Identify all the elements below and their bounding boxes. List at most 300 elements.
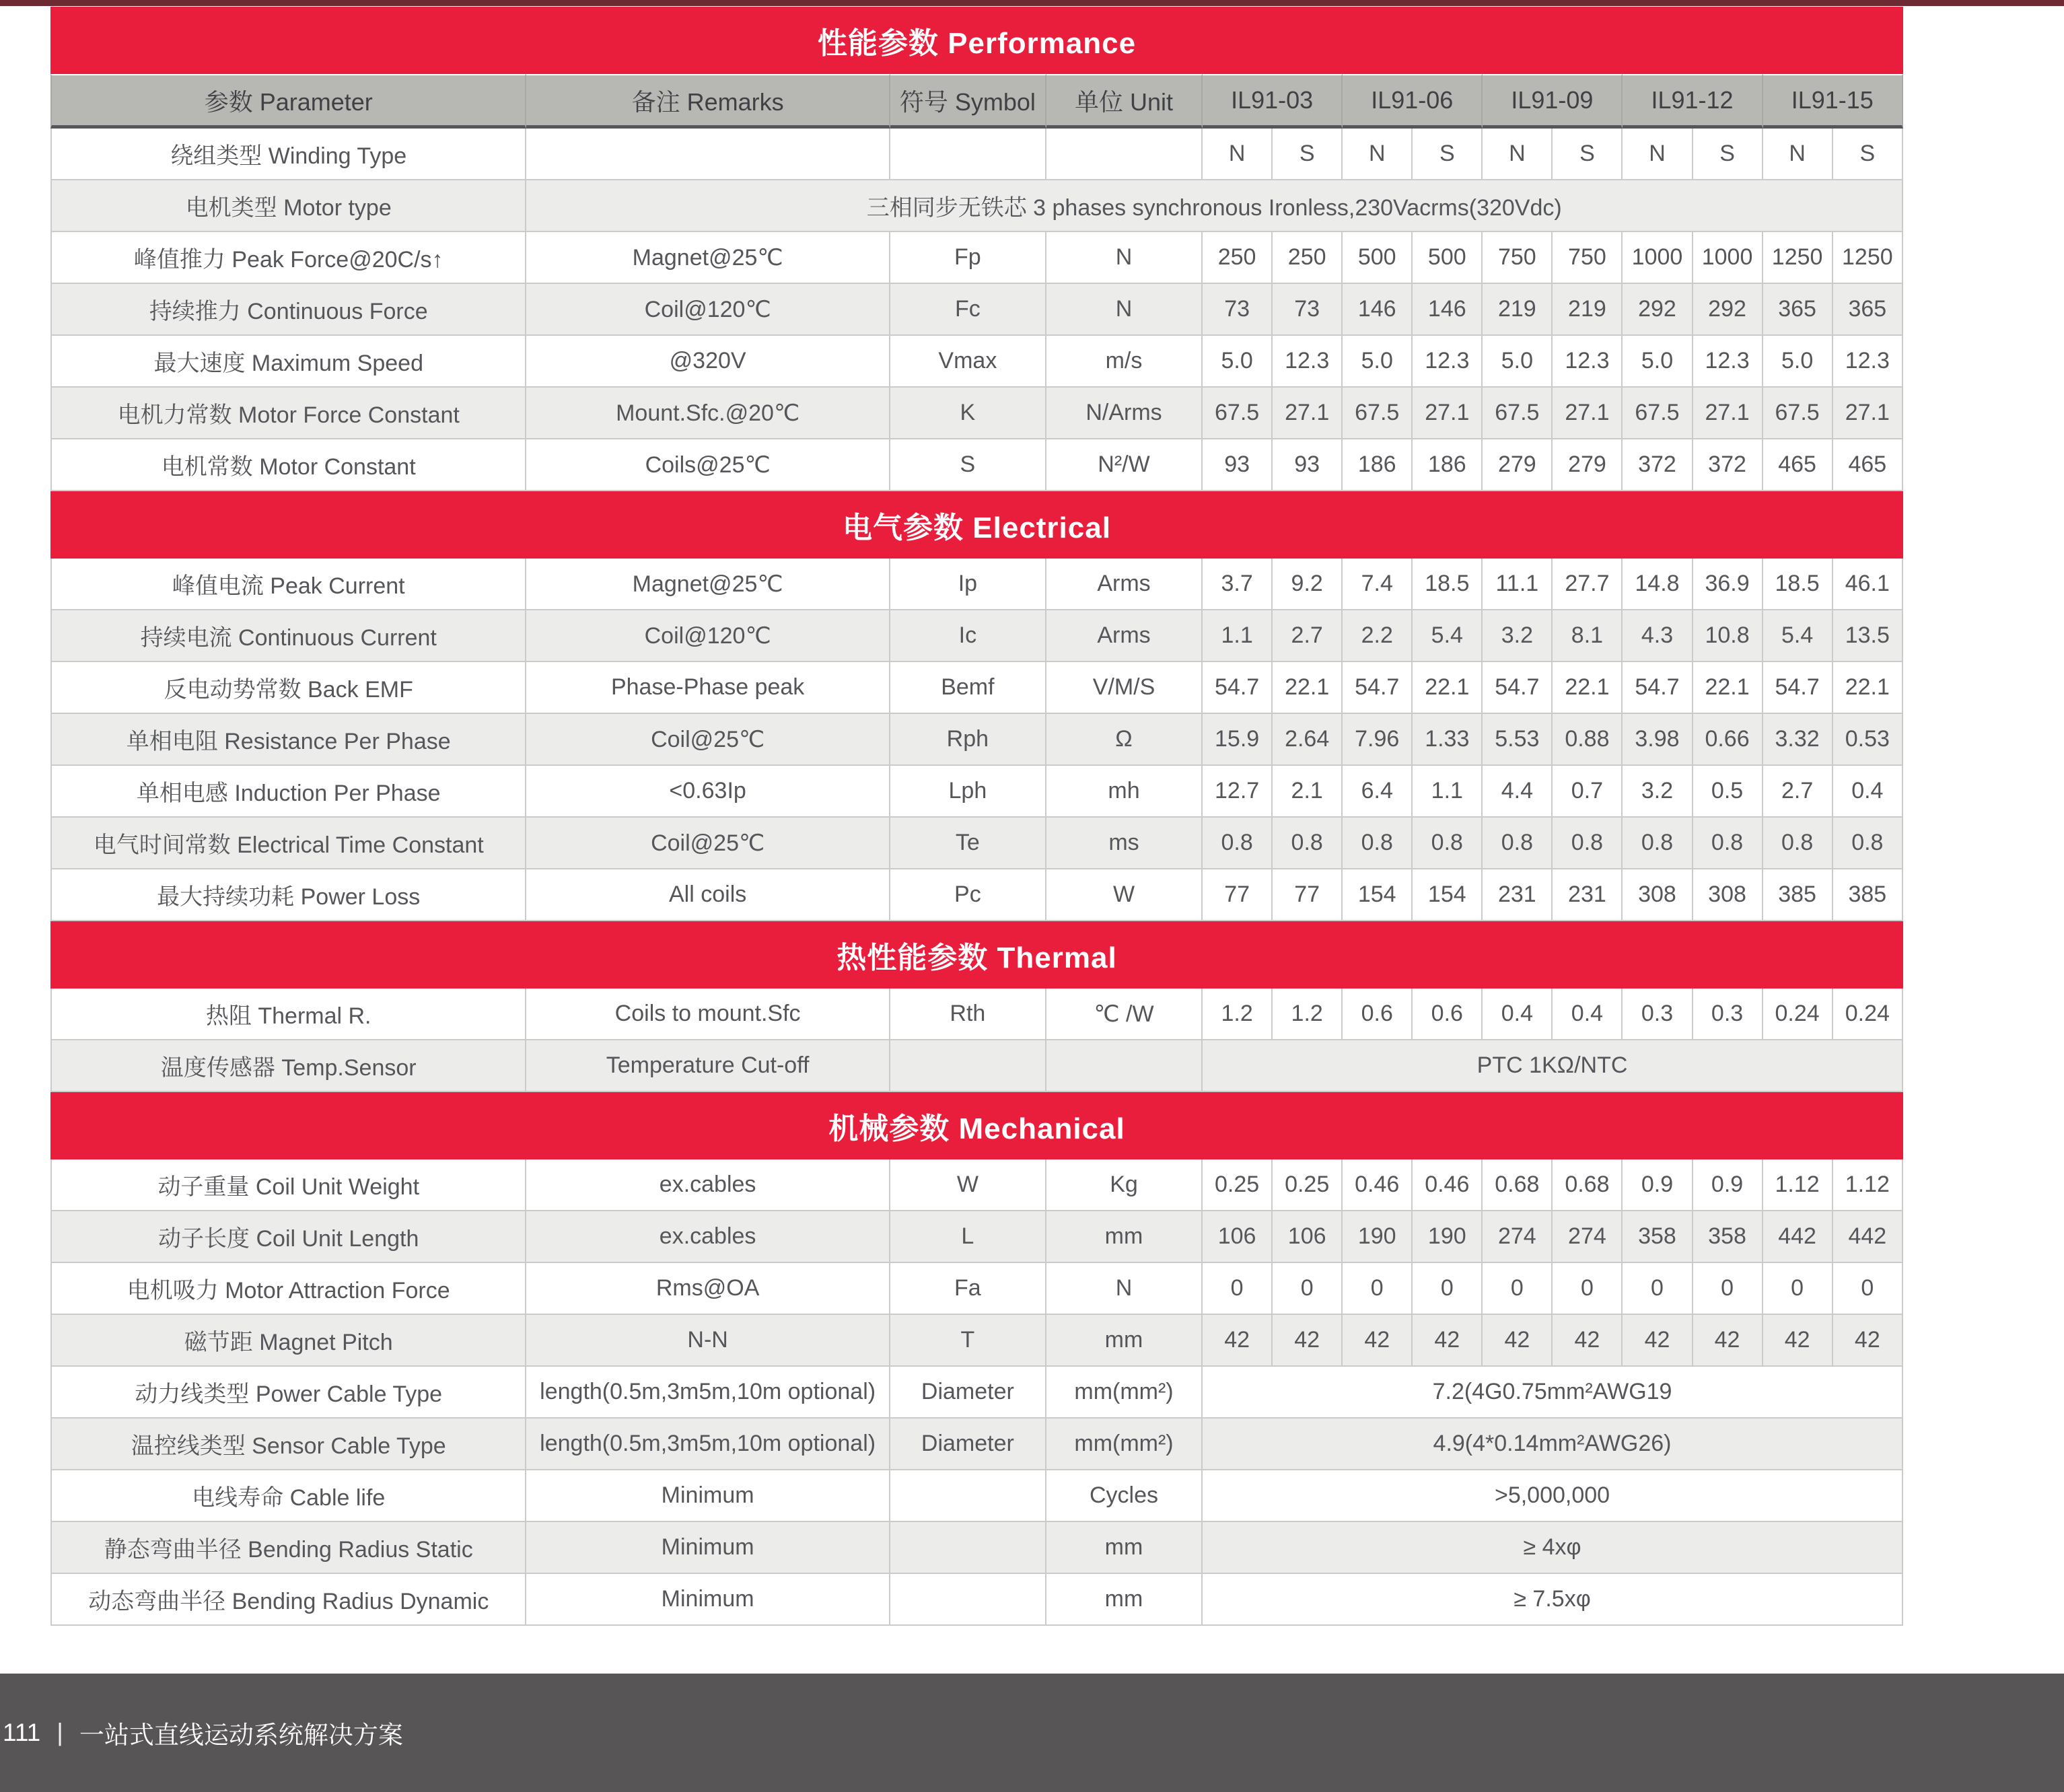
value-cell: 27.1 [1833, 388, 1903, 439]
value-cell: 67.5 [1343, 388, 1413, 439]
unit-cell: m/s [1046, 336, 1203, 388]
value-cell: 54.7 [1343, 662, 1413, 714]
unit-cell: mm(mm²) [1046, 1419, 1203, 1470]
value-cell: 42 [1623, 1315, 1693, 1367]
unit-cell: mm(mm²) [1046, 1367, 1203, 1419]
value-cell: 365 [1763, 284, 1833, 336]
value-cell: 1.1 [1413, 766, 1483, 818]
param-cell: 峰值推力 Peak Force@20C/s↑ [50, 232, 526, 284]
value-cell: 465 [1833, 439, 1903, 491]
model-header-cell: IL91-09 [1483, 74, 1623, 129]
value-cell: 5.4 [1413, 610, 1483, 662]
value-cell: 274 [1553, 1211, 1623, 1263]
value-cell: 27.1 [1413, 388, 1483, 439]
value-cell: 5.0 [1763, 336, 1833, 388]
value-cell: 5.0 [1343, 336, 1413, 388]
spec-table [50, 7, 1903, 1626]
value-cell: 12.3 [1693, 336, 1763, 388]
value-cell: 219 [1483, 284, 1553, 336]
unit-cell: Cycles [1046, 1470, 1203, 1522]
value-cell: 274 [1483, 1211, 1553, 1263]
value-cell: 93 [1273, 439, 1343, 491]
value-cell: 0.8 [1553, 818, 1623, 869]
value-cell: 106 [1203, 1211, 1273, 1263]
value-cell: 0.8 [1483, 818, 1553, 869]
value-cell: 292 [1693, 284, 1763, 336]
value-cell: 54.7 [1483, 662, 1553, 714]
value-cell: 42 [1553, 1315, 1623, 1367]
symbol-cell [890, 1040, 1046, 1092]
param-cell: 动子长度 Coil Unit Length [50, 1211, 526, 1263]
model-header-cell: IL91-12 [1623, 74, 1763, 129]
value-cell: 42 [1413, 1315, 1483, 1367]
value-cell: 385 [1763, 869, 1833, 921]
value-cell: 1.33 [1413, 714, 1483, 766]
remarks-cell: <0.63Ip [526, 766, 890, 818]
value-cell: 5.0 [1623, 336, 1693, 388]
remarks-cell: All coils [526, 869, 890, 921]
value-cell: 42 [1693, 1315, 1763, 1367]
value-cell: 1.2 [1273, 989, 1343, 1040]
value-cell: 67.5 [1623, 388, 1693, 439]
symbol-cell: S [890, 439, 1046, 491]
symbol-cell: Bemf [890, 662, 1046, 714]
symbol-cell: Rth [890, 989, 1046, 1040]
value-cell: 0 [1483, 1263, 1553, 1315]
remarks-cell: Mount.Sfc.@20℃ [526, 388, 890, 439]
value-cell: 2.2 [1343, 610, 1413, 662]
value-cell: 4.3 [1623, 610, 1693, 662]
value-cell: 0.8 [1413, 818, 1483, 869]
value-cell: 0.6 [1343, 989, 1413, 1040]
value-cell: 0 [1413, 1263, 1483, 1315]
section-header: 电气参数 Electrical [50, 491, 1903, 559]
value-cell: 12.3 [1273, 336, 1343, 388]
remarks-cell: Magnet@25℃ [526, 559, 890, 610]
symbol-cell: Te [890, 818, 1046, 869]
value-cell: 10.8 [1693, 610, 1763, 662]
symbol-cell: Diameter [890, 1367, 1046, 1419]
param-cell: 峰值电流 Peak Current [50, 559, 526, 610]
param-cell: 温控线类型 Sensor Cable Type [50, 1419, 526, 1470]
remarks-cell: Minimum [526, 1522, 890, 1574]
value-cell: 93 [1203, 439, 1273, 491]
value-cell: 0.7 [1553, 766, 1623, 818]
footer-bar [0, 1674, 2064, 1792]
symbol-cell: K [890, 388, 1046, 439]
value-cell: 0.3 [1623, 989, 1693, 1040]
value-cell: 1000 [1623, 232, 1693, 284]
unit-cell [1046, 129, 1203, 180]
value-cell: 500 [1413, 232, 1483, 284]
column-header-cell: 符号 Symbol [890, 74, 1046, 129]
value-cell: 22.1 [1413, 662, 1483, 714]
value-cell: 0.66 [1693, 714, 1763, 766]
value-cell: 0.8 [1203, 818, 1273, 869]
value-cell: 186 [1413, 439, 1483, 491]
value-cell: 5.53 [1483, 714, 1553, 766]
value-cell: 0 [1553, 1263, 1623, 1315]
value-cell: 0.68 [1483, 1159, 1553, 1211]
value-cell: 42 [1203, 1315, 1273, 1367]
unit-cell: N [1046, 1263, 1203, 1315]
remarks-cell: Phase-Phase peak [526, 662, 890, 714]
value-cell: 146 [1343, 284, 1413, 336]
value-cell: 7.4 [1343, 559, 1413, 610]
value-cell: S [1833, 129, 1903, 180]
symbol-cell: Fp [890, 232, 1046, 284]
value-cell: 6.4 [1343, 766, 1413, 818]
value-cell: 0.25 [1203, 1159, 1273, 1211]
unit-cell: mh [1046, 766, 1203, 818]
unit-cell: mm [1046, 1211, 1203, 1263]
value-cell: 13.5 [1833, 610, 1903, 662]
value-cell: 42 [1763, 1315, 1833, 1367]
unit-cell: N [1046, 284, 1203, 336]
value-cell: 365 [1833, 284, 1903, 336]
unit-cell: V/M/S [1046, 662, 1203, 714]
param-cell: 电机吸力 Motor Attraction Force [50, 1263, 526, 1315]
remarks-cell: Coils@25℃ [526, 439, 890, 491]
value-cell: 0.46 [1343, 1159, 1413, 1211]
value-cell: 5.4 [1763, 610, 1833, 662]
remarks-cell: @320V [526, 336, 890, 388]
value-cell: 154 [1413, 869, 1483, 921]
value-cell: 2.7 [1763, 766, 1833, 818]
value-cell: 1.2 [1203, 989, 1273, 1040]
value-cell: 3.32 [1763, 714, 1833, 766]
span-value-cell: ≥ 7.5xφ [1203, 1574, 1903, 1626]
value-cell: 0.4 [1553, 989, 1623, 1040]
unit-cell: Arms [1046, 559, 1203, 610]
symbol-cell: T [890, 1315, 1046, 1367]
value-cell: 154 [1343, 869, 1413, 921]
section-header: 热性能参数 Thermal [50, 921, 1903, 989]
value-cell: 2.7 [1273, 610, 1343, 662]
remarks-cell: Coil@120℃ [526, 610, 890, 662]
param-cell: 磁节距 Magnet Pitch [50, 1315, 526, 1367]
value-cell: 67.5 [1483, 388, 1553, 439]
symbol-cell [890, 1470, 1046, 1522]
remarks-cell: ex.cables [526, 1211, 890, 1263]
span-value-cell: 4.9(4*0.14mm²AWG26) [1203, 1419, 1903, 1470]
value-cell: 67.5 [1763, 388, 1833, 439]
value-cell: 1000 [1693, 232, 1763, 284]
value-cell: 18.5 [1413, 559, 1483, 610]
unit-cell: ms [1046, 818, 1203, 869]
value-cell: 54.7 [1203, 662, 1273, 714]
value-cell: 3.2 [1623, 766, 1693, 818]
value-cell: 3.98 [1623, 714, 1693, 766]
value-cell: 42 [1273, 1315, 1343, 1367]
unit-cell [1046, 1040, 1203, 1092]
value-cell: 0.46 [1413, 1159, 1483, 1211]
value-cell: 106 [1273, 1211, 1343, 1263]
symbol-cell: W [890, 1159, 1046, 1211]
param-cell: 持续推力 Continuous Force [50, 284, 526, 336]
value-cell: 7.96 [1343, 714, 1413, 766]
value-cell: 36.9 [1693, 559, 1763, 610]
value-cell: 1250 [1763, 232, 1833, 284]
column-header-cell: 单位 Unit [1046, 74, 1203, 129]
value-cell: N [1343, 129, 1413, 180]
value-cell: 0 [1203, 1263, 1273, 1315]
motor-type-span-cell: 三相同步无铁芯 3 phases synchronous Ironless,230Vacrms(320Vdc) [526, 180, 1903, 232]
remarks-cell: Temperature Cut-off [526, 1040, 890, 1092]
value-cell: 385 [1833, 869, 1903, 921]
value-cell: 0 [1833, 1263, 1903, 1315]
value-cell: 11.1 [1483, 559, 1553, 610]
value-cell: 0 [1763, 1263, 1833, 1315]
symbol-cell: Rph [890, 714, 1046, 766]
value-cell: 27.1 [1693, 388, 1763, 439]
column-header-cell: 参数 Parameter [50, 74, 526, 129]
value-cell: 250 [1203, 232, 1273, 284]
value-cell: 12.3 [1413, 336, 1483, 388]
value-cell: 54.7 [1763, 662, 1833, 714]
value-cell: 442 [1763, 1211, 1833, 1263]
remarks-cell: Coils to mount.Sfc [526, 989, 890, 1040]
value-cell: 0.8 [1833, 818, 1903, 869]
value-cell: 146 [1413, 284, 1483, 336]
value-cell: 500 [1343, 232, 1413, 284]
section-header: 机械参数 Mechanical [50, 1092, 1903, 1159]
symbol-cell: Vmax [890, 336, 1046, 388]
remarks-cell: Coil@25℃ [526, 714, 890, 766]
value-cell: 12.3 [1553, 336, 1623, 388]
value-cell: 0.5 [1693, 766, 1763, 818]
value-cell: S [1413, 129, 1483, 180]
value-cell: 0.68 [1553, 1159, 1623, 1211]
value-cell: 358 [1693, 1211, 1763, 1263]
value-cell: 358 [1623, 1211, 1693, 1263]
value-cell: 372 [1693, 439, 1763, 491]
param-cell: 温度传感器 Temp.Sensor [50, 1040, 526, 1092]
param-cell: 持续电流 Continuous Current [50, 610, 526, 662]
value-cell: 231 [1483, 869, 1553, 921]
remarks-cell: Rms@OA [526, 1263, 890, 1315]
value-cell: 750 [1483, 232, 1553, 284]
param-cell: 动力线类型 Power Cable Type [50, 1367, 526, 1419]
value-cell: 190 [1413, 1211, 1483, 1263]
value-cell: 0.4 [1833, 766, 1903, 818]
value-cell: 0.24 [1833, 989, 1903, 1040]
span-value-cell: 7.2(4G0.75mm²AWG19 [1203, 1367, 1903, 1419]
value-cell: 0.9 [1623, 1159, 1693, 1211]
unit-cell: mm [1046, 1522, 1203, 1574]
symbol-cell: Ic [890, 610, 1046, 662]
param-cell: 最大速度 Maximum Speed [50, 336, 526, 388]
param-cell: 单相电感 Induction Per Phase [50, 766, 526, 818]
value-cell: 442 [1833, 1211, 1903, 1263]
param-cell: 最大持续功耗 Power Loss [50, 869, 526, 921]
value-cell: 42 [1833, 1315, 1903, 1367]
value-cell: 12.3 [1833, 336, 1903, 388]
remarks-cell: Magnet@25℃ [526, 232, 890, 284]
model-header-cell: IL91-03 [1203, 74, 1343, 129]
value-cell: 12.7 [1203, 766, 1273, 818]
unit-cell: Arms [1046, 610, 1203, 662]
value-cell: 2.1 [1273, 766, 1343, 818]
value-cell: 250 [1273, 232, 1343, 284]
value-cell: 4.4 [1483, 766, 1553, 818]
value-cell: 750 [1553, 232, 1623, 284]
value-cell: 22.1 [1553, 662, 1623, 714]
value-cell: 279 [1483, 439, 1553, 491]
value-cell: 22.1 [1833, 662, 1903, 714]
param-cell: 动子重量 Coil Unit Weight [50, 1159, 526, 1211]
remarks-cell: length(0.5m,3m5m,10m optional) [526, 1419, 890, 1470]
footer-divider: | [57, 1719, 63, 1746]
remarks-cell: length(0.5m,3m5m,10m optional) [526, 1367, 890, 1419]
value-cell: 465 [1763, 439, 1833, 491]
value-cell: S [1693, 129, 1763, 180]
param-cell: 电机力常数 Motor Force Constant [50, 388, 526, 439]
unit-cell: W [1046, 869, 1203, 921]
value-cell: S [1553, 129, 1623, 180]
remarks-cell: Coil@120℃ [526, 284, 890, 336]
value-cell: 67.5 [1203, 388, 1273, 439]
value-cell: 5.0 [1203, 336, 1273, 388]
value-cell: 1250 [1833, 232, 1903, 284]
page-top-edge [0, 0, 2064, 6]
section-header: 性能参数 Performance [50, 7, 1903, 74]
symbol-cell: Diameter [890, 1419, 1046, 1470]
param-cell: 动态弯曲半径 Bending Radius Dynamic [50, 1574, 526, 1626]
remarks-cell: N-N [526, 1315, 890, 1367]
remarks-cell [526, 129, 890, 180]
value-cell: 46.1 [1833, 559, 1903, 610]
value-cell: 0 [1623, 1263, 1693, 1315]
symbol-cell: Lph [890, 766, 1046, 818]
value-cell: 0 [1693, 1263, 1763, 1315]
value-cell: 8.1 [1553, 610, 1623, 662]
symbol-cell: Fc [890, 284, 1046, 336]
param-cell: 反电动势常数 Back EMF [50, 662, 526, 714]
param-cell: 绕组类型 Winding Type [50, 129, 526, 180]
value-cell: 3.2 [1483, 610, 1553, 662]
unit-cell: ℃ /W [1046, 989, 1203, 1040]
value-cell: 0.8 [1273, 818, 1343, 869]
page-number: 111 [3, 1719, 41, 1746]
value-cell: 14.8 [1623, 559, 1693, 610]
value-cell: 1.12 [1833, 1159, 1903, 1211]
param-cell: 电气时间常数 Electrical Time Constant [50, 818, 526, 869]
symbol-cell: Pc [890, 869, 1046, 921]
value-cell: 0.53 [1833, 714, 1903, 766]
value-cell: N [1623, 129, 1693, 180]
value-cell: 73 [1273, 284, 1343, 336]
value-cell: 27.1 [1273, 388, 1343, 439]
span-value-cell: ≥ 4xφ [1203, 1522, 1903, 1574]
remarks-cell: Coil@25℃ [526, 818, 890, 869]
param-cell: 电机类型 Motor type [50, 180, 526, 232]
value-cell: 0.4 [1483, 989, 1553, 1040]
value-cell: 279 [1553, 439, 1623, 491]
value-cell: N [1483, 129, 1553, 180]
symbol-cell: L [890, 1211, 1046, 1263]
value-cell: 77 [1273, 869, 1343, 921]
value-cell: 372 [1623, 439, 1693, 491]
value-cell: 0.24 [1763, 989, 1833, 1040]
param-cell: 单相电阻 Resistance Per Phase [50, 714, 526, 766]
param-cell: 静态弯曲半径 Bending Radius Static [50, 1522, 526, 1574]
value-cell: N [1203, 129, 1273, 180]
symbol-cell [890, 129, 1046, 180]
param-cell: 电线寿命 Cable life [50, 1470, 526, 1522]
value-cell: 9.2 [1273, 559, 1343, 610]
model-header-cell: IL91-06 [1343, 74, 1483, 129]
value-cell: 308 [1623, 869, 1693, 921]
value-cell: 0.9 [1693, 1159, 1763, 1211]
value-cell: 42 [1343, 1315, 1413, 1367]
unit-cell: Ω [1046, 714, 1203, 766]
unit-cell: N/Arms [1046, 388, 1203, 439]
value-cell: 0.3 [1693, 989, 1763, 1040]
footer-title: 一站式直线运动系统解决方案 [79, 1721, 403, 1749]
span-value-cell: PTC 1KΩ/NTC [1203, 1040, 1903, 1092]
value-cell: 42 [1483, 1315, 1553, 1367]
param-cell: 电机常数 Motor Constant [50, 439, 526, 491]
value-cell: 186 [1343, 439, 1413, 491]
unit-cell: mm [1046, 1574, 1203, 1626]
remarks-cell: Minimum [526, 1470, 890, 1522]
value-cell: 1.1 [1203, 610, 1273, 662]
value-cell: 54.7 [1623, 662, 1693, 714]
param-cell: 热阻 Thermal R. [50, 989, 526, 1040]
value-cell: 0 [1273, 1263, 1343, 1315]
unit-cell: Kg [1046, 1159, 1203, 1211]
remarks-cell: ex.cables [526, 1159, 890, 1211]
symbol-cell [890, 1574, 1046, 1626]
value-cell: 22.1 [1693, 662, 1763, 714]
value-cell: 27.7 [1553, 559, 1623, 610]
value-cell: 22.1 [1273, 662, 1343, 714]
remarks-cell: Minimum [526, 1574, 890, 1626]
value-cell: 5.0 [1483, 336, 1553, 388]
value-cell: 0.6 [1413, 989, 1483, 1040]
value-cell: 308 [1693, 869, 1763, 921]
value-cell: 219 [1553, 284, 1623, 336]
value-cell: 0.88 [1553, 714, 1623, 766]
value-cell: N [1763, 129, 1833, 180]
value-cell: 18.5 [1763, 559, 1833, 610]
unit-cell: mm [1046, 1315, 1203, 1367]
value-cell: 1.12 [1763, 1159, 1833, 1211]
value-cell: 0.8 [1693, 818, 1763, 869]
value-cell: 0.8 [1343, 818, 1413, 869]
span-value-cell: >5,000,000 [1203, 1470, 1903, 1522]
value-cell: 0.25 [1273, 1159, 1343, 1211]
unit-cell: N²/W [1046, 439, 1203, 491]
value-cell: 2.64 [1273, 714, 1343, 766]
value-cell: 3.7 [1203, 559, 1273, 610]
spec-table-body [50, 7, 1903, 1626]
model-header-cell: IL91-15 [1763, 74, 1903, 129]
value-cell: S [1273, 129, 1343, 180]
value-cell: 0.8 [1623, 818, 1693, 869]
value-cell: 190 [1343, 1211, 1413, 1263]
symbol-cell: Fa [890, 1263, 1046, 1315]
value-cell: 0 [1343, 1263, 1413, 1315]
value-cell: 77 [1203, 869, 1273, 921]
value-cell: 73 [1203, 284, 1273, 336]
value-cell: 0.8 [1763, 818, 1833, 869]
value-cell: 231 [1553, 869, 1623, 921]
value-cell: 27.1 [1553, 388, 1623, 439]
unit-cell: N [1046, 232, 1203, 284]
value-cell: 292 [1623, 284, 1693, 336]
